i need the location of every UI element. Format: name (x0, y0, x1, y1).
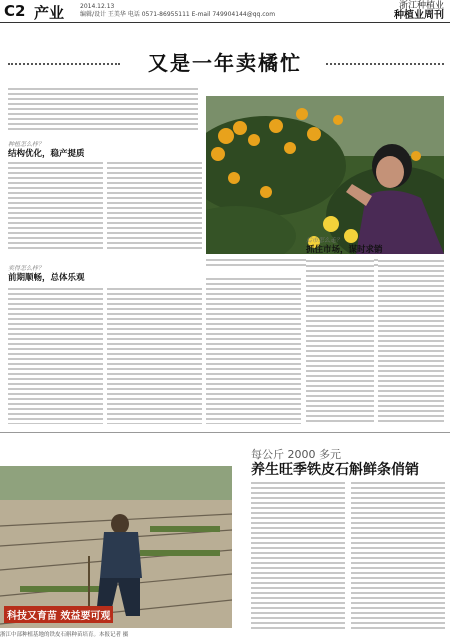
headline2-sub: 每公斤 2000 多元 (251, 448, 341, 461)
section-divider (0, 432, 450, 433)
article-column (107, 160, 202, 250)
sub2-label: 卖得怎么样？ (8, 265, 45, 272)
page-code: C2 (4, 2, 26, 20)
lead-paragraph (8, 86, 198, 132)
article-column (378, 258, 444, 424)
article-column (351, 480, 445, 630)
sub2-title: 前期顺畅，总体乐观 (8, 273, 85, 283)
sub1-label: 种植怎么样？ (8, 141, 45, 148)
section-name: 产业 (34, 4, 65, 22)
mandarin-harvest-photo (206, 96, 444, 254)
article-column (107, 286, 202, 424)
header-editor: 编辑/设计 王美华 电话 0571-86955111 E-mail 749904144@qq.com (80, 11, 276, 18)
header-date: 2014.12.13 (80, 3, 115, 10)
article-column (8, 286, 103, 424)
masthead (394, 1, 444, 21)
article-column (206, 276, 301, 424)
header-meta (80, 3, 275, 19)
masthead-line2: 种植业周刊 (394, 10, 444, 21)
photo2-caption: 浙江中部种植基地的铁皮石斛种苗培育。本报记者 摄 (0, 632, 129, 638)
headline2-title: 养生旺季铁皮石斛鲜条俏销 (251, 462, 419, 478)
masthead-line1: 浙江种植业 (398, 1, 444, 11)
main-headline: 又是一年卖橘忙 (148, 51, 302, 75)
page-header (0, 0, 450, 23)
sub3-title: 抓住市场，谋时求销 (306, 245, 383, 255)
article-column (306, 258, 374, 424)
article-column (251, 480, 345, 630)
sub1-title: 结构优化，稳产提质 (8, 149, 85, 159)
main-headline-bar (0, 45, 450, 79)
article-column (8, 160, 103, 250)
photo2-badge: 科技又育苗 效益要可观 (4, 606, 113, 623)
sub3-label: 后市怎么走？ (306, 237, 343, 244)
nursery-photo (0, 466, 232, 628)
